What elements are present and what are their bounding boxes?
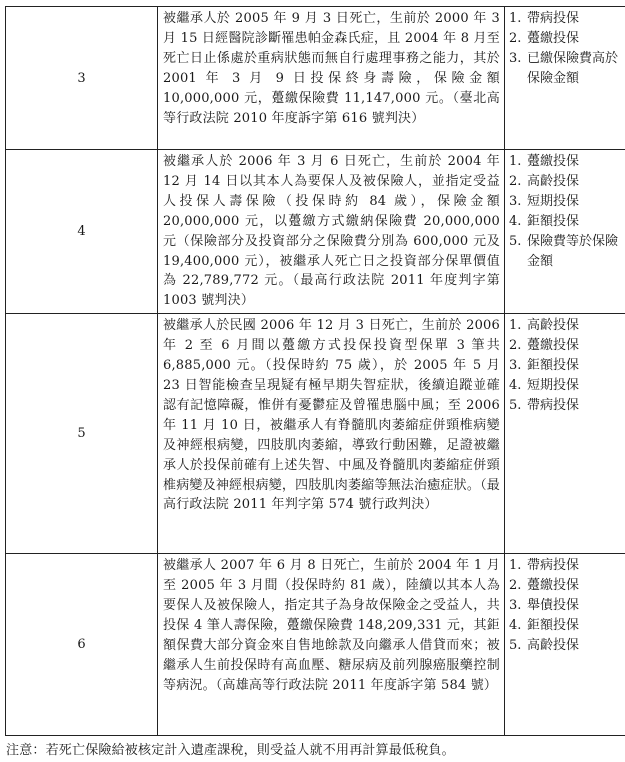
- tag-item: 5. 帶病投保: [509, 397, 580, 413]
- case-description: 被繼承人於民國 2006 年 12 月 3 日死亡，生前於 2006 年 2 至 6 月間以躉繳方式投保投資型保單 3 筆共 6,885,000 元。（投保時約 75 歲），於 2005 年 5 月 23 日智能檢查呈現疑有極早期失智症狀，後續追蹤並確認有記憶障礙，惟併有憂鬱症及曾罹患腦中風；至 2006 年 11 月 10 日，被繼承人有脊髓肌肉萎縮症併頸椎病變及神經根病變，四肢肌肉萎縮，導致行動困難，足證被繼承人於投保前確有上述失智、中風及脊髓肌肉萎縮症併頸椎病變及神經根病變，四肢肌肉萎縮等無法治癒症狀。（最高行政法院 2011 年判字第 574 號行政判決）: [158, 314, 505, 554]
- case-tags: [505, 150, 625, 314]
- case-tags: [505, 314, 625, 554]
- case-number: 6: [6, 554, 158, 736]
- tag-item: 4. 鉅額投保: [509, 213, 580, 229]
- tag-item: 1. 帶病投保: [509, 11, 580, 26]
- table-row: [6, 314, 625, 554]
- tag-item: 3. 舉債投保: [509, 598, 580, 614]
- table-row: [6, 554, 625, 736]
- tag-item: 2. 躉繳投保: [509, 30, 580, 46]
- tag-item: 2. 躉繳投保: [509, 338, 580, 354]
- tag-list: [509, 556, 625, 656]
- tag-item: 3. 鉅額投保: [509, 358, 580, 374]
- tag-list: [509, 152, 625, 271]
- case-number: 3: [6, 7, 158, 150]
- tag-item: 1. 高齡投保: [509, 318, 580, 334]
- case-tags: [505, 7, 625, 150]
- tag-item: 2. 高齡投保: [509, 173, 580, 189]
- tag-item: 2. 躉繳投保: [509, 578, 580, 594]
- case-description: 被繼承人於 2006 年 3 月 6 日死亡，生前於 2004 年 12 月 14 日以其本人為要保人及被保險人，並指定受益人投保人壽保險（投保時約 84 歲），保險金額 20,000,000 元，以躉繳方式繳納保險費 20,000,000 元（保險部分及投資部分之保險費分別為 600,000 元及 19,400,000 元），被繼承人死亡日之投資部分保單價值為 22,789,772 元。（最高行政法院 2011 年度判字第 1003 號判決）: [158, 150, 505, 314]
- tag-item: 5. 高齡投保: [509, 637, 580, 653]
- tag-item: 4. 鉅額投保: [509, 617, 580, 633]
- case-description: 被繼承人 2007 年 6 月 8 日死亡，生前於 2004 年 1 月至 2005 年 3 月間（投保時約 81 歲），陸續以其本人為要保人及被保險人，指定其子為身故保險金之受益人，共投保 4 筆人壽保險，躉繳保險費 148,209,331 元，其鉅額保費大部分資金來自售地餘款及向繼承人借貸而來；被繼承人生前投保時有高血壓、糖尿病及前列腺癌服藥控制等病況。（高雄高等行政法院 2011 年度訴字第 584 號）: [158, 554, 505, 736]
- tag-item: 3. 已繳保險費高於保險金額: [509, 50, 619, 86]
- footnote: 注意：若死亡保險給被核定計入遺產課稅，則受益人就不用再計算最低稅負。: [6, 743, 455, 758]
- case-tags: [505, 554, 625, 736]
- table-row: [6, 7, 625, 150]
- case-description: 被繼承人於 2005 年 9 月 3 日死亡，生前於 2000 年 3 月 15 日經醫院診斷罹患帕金森氏症，且 2004 年 8 月至死亡日止係處於重病狀態而無自行處理事務之能力，其於 2001 年 3 月 9 日投保終身壽險，保險金額 10,000,000 元，躉繳保險費 11,147,000 元。（臺北高等行政法院 2010 年度訴字第 616 號判決）: [158, 7, 505, 150]
- tag-list: [509, 9, 625, 89]
- case-number: 4: [6, 150, 158, 314]
- tag-item: 4. 短期投保: [509, 377, 580, 393]
- table-row: [6, 150, 625, 314]
- tag-item: 3. 短期投保: [509, 193, 580, 209]
- tag-list: [509, 316, 625, 416]
- tag-item: 1. 躉繳投保: [509, 154, 580, 169]
- case-table: [5, 6, 625, 736]
- case-number: 5: [6, 314, 158, 554]
- tag-item: 1. 帶病投保: [509, 558, 580, 574]
- tag-item: 5. 保險費等於保險金額: [509, 233, 619, 269]
